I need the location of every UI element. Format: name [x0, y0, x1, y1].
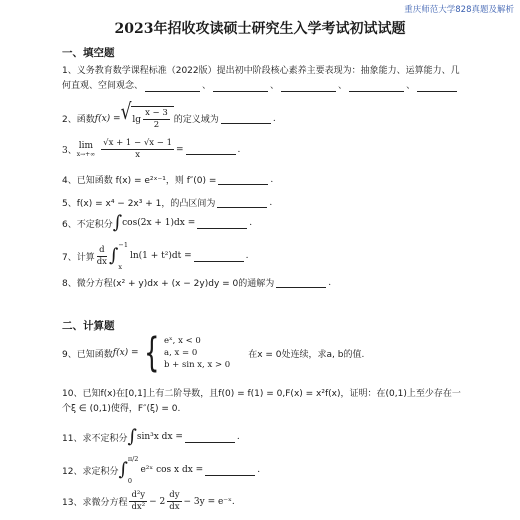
question-10-line-1: 10、已知f(x)在[0,1]上有二阶导数，且f(0) = f(1) = 0,F(x) = x²f(x)，证明：在(0,1)上至少存在一	[62, 389, 461, 399]
integral-sign: ∫	[108, 245, 119, 266]
sqrt-expression	[120, 99, 174, 131]
log-label: lg	[132, 114, 142, 125]
answer-blank	[145, 81, 200, 92]
question-7: 7、计算 $\frac{d}{dx}$ ∫ −1 x ln(1 + t²)dt = .	[62, 241, 249, 271]
numerator: d²y	[131, 490, 146, 500]
lower-limit: x	[118, 263, 123, 271]
watermark: 重庆师范大学828真题及解析	[404, 5, 514, 15]
integrand: cos(2x + 1)dx =	[122, 218, 196, 228]
question-1: 1、义务教育数学课程标准（2022版）提出初中阶段核心素养主要表现为：抽象能力、运算能力、几 何直观、空间观念、 、 、 、 、	[62, 64, 462, 94]
piecewise-function	[139, 330, 231, 376]
numerator: d	[99, 244, 105, 255]
equation-tail: − 3y = e⁻ˣ.	[183, 496, 235, 507]
question-1-line-1: 1、义务教育数学课程标准（2022版）提出初中阶段核心素养主要表现为：抽象能力、运算能力、几	[62, 66, 460, 76]
limit-label: lim	[78, 141, 94, 151]
question-10-line-2: 个ξ ∈ (0,1)使得，F″(ξ) = 0.	[62, 404, 181, 414]
page-title: 2023年招收攻读硕士研究生入学考试初试试题	[114, 21, 406, 37]
question-2: 2、函数 f(x) = √ lg $\frac{x - 3}{2}$ 的定义域为 .	[62, 106, 276, 131]
question-13-prefix: 13、求微分方程	[62, 498, 128, 508]
equals-sign: =	[176, 144, 184, 155]
fraction	[143, 108, 170, 131]
answer-blank	[276, 277, 326, 288]
question-12-prefix: 12、求定积分	[62, 466, 119, 477]
integral-sign: ∫	[127, 426, 137, 447]
question-9-prefix: 9、已知函数	[62, 349, 113, 360]
integral-sign: ∫	[112, 212, 123, 233]
radical-sign: √	[120, 99, 132, 126]
question-11: 11、求不定积分 ∫ sin³x dx = .	[62, 426, 240, 447]
question-12: 12、求定积分 ∫ π/2 0 e²ˣ cos x dx = .	[62, 455, 261, 485]
answer-blank	[194, 251, 244, 262]
denominator: x	[135, 150, 140, 160]
integrand: ln(1 + t²)dt =	[129, 251, 192, 261]
derivative-fraction	[97, 245, 107, 268]
question-4-text: 4、已知函数 f(x) = e²ˣ⁻¹，则 f″(0) =	[62, 176, 217, 186]
coefficient: − 2	[149, 496, 166, 507]
denominator: dx	[96, 256, 107, 267]
lower-limit: 0	[127, 477, 132, 485]
answer-blank	[213, 81, 268, 92]
second-derivative-fraction	[129, 490, 147, 513]
denominator: 2	[153, 120, 160, 130]
question-6-prefix: 6、不定积分	[62, 219, 113, 230]
question-9-suffix: 在x = 0处连续，求a, b的值.	[248, 349, 365, 360]
answer-blank	[218, 174, 268, 185]
question-3-prefix: 3、	[62, 146, 77, 156]
question-8-text: 8、微分方程(x² + y)dx + (x − 2y)dy = 0的通解为	[62, 279, 275, 289]
numerator: dy	[169, 490, 180, 500]
upper-limit: −1	[118, 241, 128, 249]
left-brace: {	[143, 330, 159, 376]
case-row: a, x = 0	[164, 348, 198, 358]
question-8: 8、微分方程(x² + y)dx + (x − 2y)dy = 0的通解为 .	[62, 277, 332, 289]
answer-blank	[221, 113, 271, 124]
answer-blank	[197, 218, 247, 229]
section-heading-computation: 二、计算题	[62, 320, 115, 332]
definite-integral	[109, 241, 130, 271]
question-7-prefix: 7、计算	[62, 252, 95, 263]
integrand: sin³x dx =	[136, 432, 183, 442]
denominator: dx²	[131, 502, 146, 512]
numerator: x − 3	[145, 108, 168, 118]
answer-blank	[281, 81, 336, 92]
numerator: √x + 1 − √x − 1	[103, 138, 172, 148]
question-2-suffix: 的定义域为	[173, 115, 219, 125]
function-label: f(x) =	[94, 113, 121, 124]
question-4: 4、已知函数 f(x) = e²ˣ⁻¹，则 f″(0) = .	[62, 174, 274, 186]
question-6: 6、不定积分 ∫ cos(2x + 1)dx = .	[62, 212, 253, 233]
limit-subscript: x→+∞	[76, 151, 96, 158]
function-label: f(x) =	[112, 348, 139, 358]
answer-blank	[185, 432, 235, 443]
question-3: 3、 lim x→+∞ $\frac{√x + 1 - √x - 1}{x}$ = .	[62, 138, 241, 160]
case-row: eˣ, x < 0	[164, 336, 201, 346]
denominator: dx	[169, 502, 180, 512]
upper-limit: π/2	[127, 455, 139, 463]
question-5-text: 5、f(x) = x⁴ − 2x³ + 1，的凸区间为	[62, 199, 216, 209]
question-5: 5、f(x) = x⁴ − 2x³ + 1，的凸区间为 .	[62, 197, 273, 209]
answer-blank	[217, 197, 267, 208]
limit	[77, 141, 95, 158]
question-1-line-2: 何直观、空间观念、	[62, 81, 144, 91]
definite-integral	[118, 455, 140, 485]
first-derivative-fraction	[167, 490, 181, 513]
question-9	[62, 330, 365, 376]
case-row: b + sin x, x > 0	[164, 360, 231, 370]
question-2-prefix: 2、函数	[62, 115, 95, 125]
answer-blank	[186, 144, 236, 155]
question-11-prefix: 11、求不定积分	[62, 433, 128, 444]
question-13	[62, 490, 235, 513]
integral-sign: ∫	[118, 459, 128, 480]
question-10	[62, 387, 472, 417]
answer-blank	[349, 81, 404, 92]
integrand: e²ˣ cos x dx =	[140, 465, 204, 475]
answer-blank	[417, 81, 457, 92]
fraction	[101, 138, 174, 161]
answer-blank	[205, 465, 255, 476]
section-heading-fill-in: 一、填空题	[62, 47, 115, 59]
